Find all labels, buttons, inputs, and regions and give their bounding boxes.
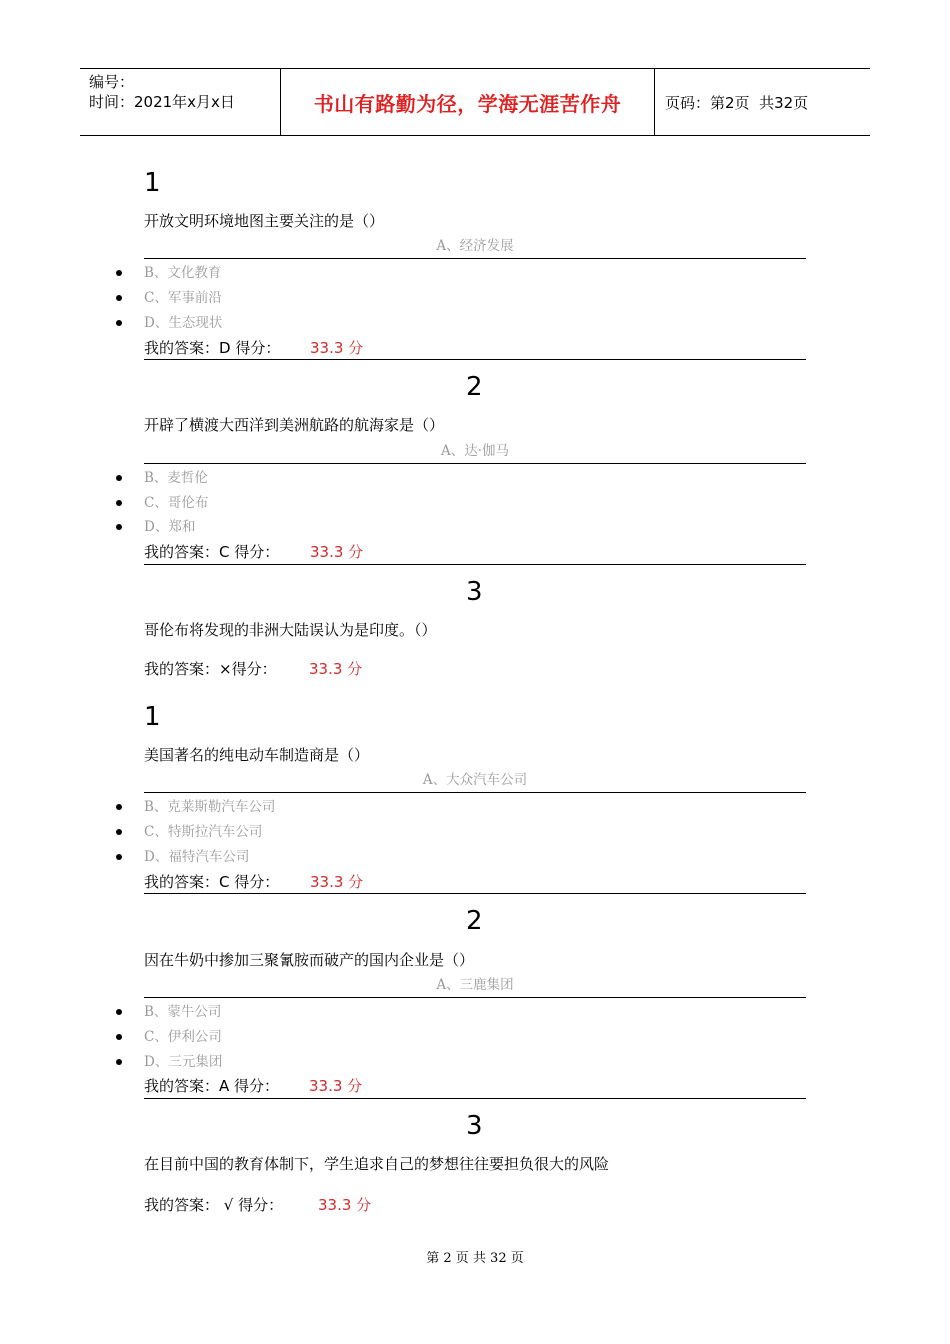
question-text: 美国著名的纯电动车制造商是（） [144, 746, 370, 764]
question-text: 开放文明环境地图主要关注的是（） [144, 212, 385, 230]
score: 33.3 分 [318, 1196, 372, 1214]
page-header [80, 68, 870, 136]
question-number: 3 [466, 1111, 483, 1141]
my-answer [144, 872, 279, 892]
time-label: 时间：2021年x月x日 [89, 93, 235, 111]
option-c: C、伊利公司 [144, 1029, 222, 1045]
score: 33.3 分 [309, 660, 363, 678]
bullet-icon [116, 854, 122, 860]
page-footer [0, 1247, 950, 1266]
bullet-icon [116, 500, 122, 506]
score: 33.3 分 [310, 873, 364, 891]
bullet-icon [116, 1009, 122, 1015]
option-d: D、福特汽车公司 [144, 849, 250, 865]
header-page-info [655, 69, 870, 135]
question-number: 2 [466, 372, 483, 402]
answer-label: 我的答案：A 得分： [144, 1077, 280, 1095]
bullet-icon [116, 1059, 122, 1065]
answer-label: 我的答案：C 得分： [144, 873, 280, 891]
option-b: B、蒙牛公司 [144, 1004, 222, 1020]
question-text: 开辟了横渡大西洋到美洲航路的航海家是（） [144, 416, 445, 434]
question-number: 1 [144, 168, 161, 198]
option-c: C、哥伦布 [144, 495, 209, 511]
page-info-text: 页码：第2页 共32页 [665, 93, 809, 112]
bullet-icon [116, 1034, 122, 1040]
option-d: D、生态现状 [144, 315, 223, 331]
score: 33.3 分 [310, 339, 364, 357]
option-a: A、达·伽马 [440, 443, 510, 459]
bullet-icon [116, 475, 122, 481]
answer-label: 我的答案：D 得分： [144, 339, 281, 357]
serial-label: 编号： [89, 73, 135, 91]
option-a: A、大众汽车公司 [422, 772, 528, 788]
score: 33.3 分 [309, 1077, 363, 1095]
answer-label: 我的答案：×得分： [144, 660, 277, 678]
option-a: A、三鹿集团 [436, 977, 514, 993]
bullet-icon [116, 270, 122, 276]
divider [144, 258, 806, 259]
question-number: 3 [466, 577, 483, 607]
my-answer [144, 659, 277, 679]
question-number: 1 [144, 702, 161, 732]
question-number: 2 [466, 906, 483, 936]
option-b: B、文化教育 [144, 265, 222, 281]
divider [144, 463, 806, 464]
header-motto: 书山有路勤为径，学海无涯苦作舟 [281, 69, 655, 135]
score: 33.3 分 [310, 543, 364, 561]
header-meta [80, 69, 281, 135]
my-answer [144, 542, 279, 562]
bullet-icon [116, 804, 122, 810]
question-text: 因在牛奶中掺加三聚氰胺而破产的国内企业是（） [144, 951, 475, 969]
bullet-icon [116, 320, 122, 326]
answer-label: 我的答案： √ 得分： [144, 1196, 284, 1214]
divider [144, 893, 806, 894]
bullet-icon [116, 524, 122, 530]
divider [144, 564, 806, 565]
option-d: D、三元集团 [144, 1054, 223, 1070]
my-answer [144, 338, 280, 358]
divider [144, 997, 806, 998]
answer-label: 我的答案：C 得分： [144, 543, 280, 561]
footer-page-number: 第 2 页 共 32 页 [426, 1251, 524, 1266]
bullet-icon [116, 295, 122, 301]
question-text: 在目前中国的教育体制下，学生追求自己的梦想往往要担负很大的风险 [144, 1155, 610, 1173]
option-a: A、经济发展 [436, 238, 514, 254]
question-text: 哥伦布将发现的非洲大陆误认为是印度。（） [144, 621, 437, 639]
option-c: C、特斯拉汽车公司 [144, 824, 263, 840]
my-answer [144, 1076, 279, 1096]
option-d: D、郑和 [144, 519, 196, 535]
divider [144, 1098, 806, 1099]
option-b: B、麦哲伦 [144, 470, 208, 486]
divider [144, 359, 806, 360]
option-b: B、克莱斯勒汽车公司 [144, 799, 276, 815]
option-c: C、军事前沿 [144, 290, 222, 306]
divider [144, 792, 806, 793]
bullet-icon [116, 829, 122, 835]
my-answer [144, 1195, 283, 1215]
